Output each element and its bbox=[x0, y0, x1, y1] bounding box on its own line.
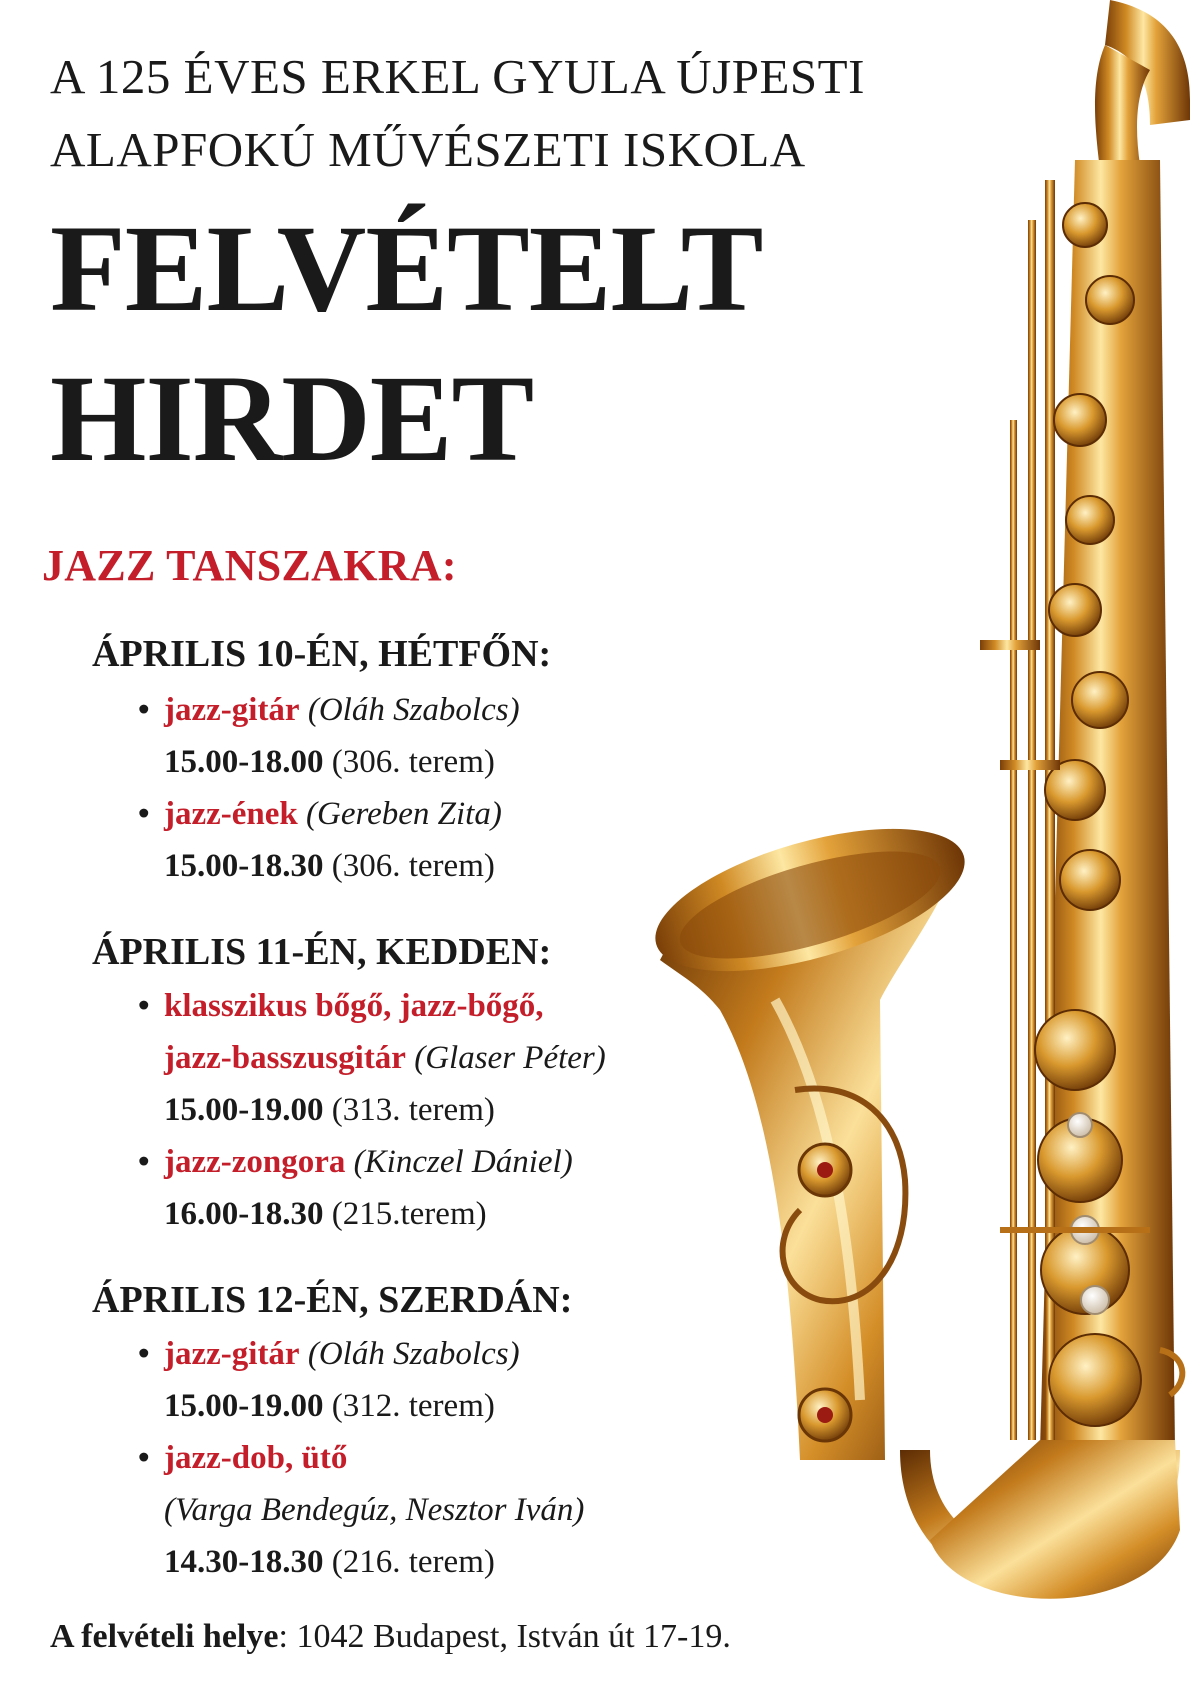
audition-item bbox=[138, 692, 520, 729]
instrument: jazz-basszusgitár bbox=[164, 1040, 406, 1076]
room: (306. terem) bbox=[331, 744, 495, 780]
time: 15.00-18.30 bbox=[164, 848, 324, 884]
school-name-line-1: A 125 ÉVES ERKEL GYULA ÚJPESTI bbox=[50, 49, 865, 104]
audition-schedule bbox=[164, 1092, 495, 1129]
location-footer: A felvételi helye: 1042 Budapest, István út 17-19. bbox=[50, 1618, 731, 1655]
day-heading: ÁPRILIS 11-ÉN, KEDDEN: bbox=[92, 931, 552, 973]
instrument: jazz-dob, ütő bbox=[164, 1440, 348, 1476]
time: 15.00-19.00 bbox=[164, 1388, 324, 1424]
school-name-line-2: ALAPFOKÚ MŰVÉSZETI ISKOLA bbox=[50, 122, 806, 177]
day-heading: ÁPRILIS 10-ÉN, HÉTFŐN: bbox=[92, 633, 552, 675]
teacher: (Varga Bendegúz, Nesztor Iván) bbox=[164, 1492, 585, 1528]
audition-schedule bbox=[164, 744, 495, 781]
audition-item-continued bbox=[164, 1492, 584, 1529]
audition-item bbox=[138, 1440, 347, 1477]
room: (306. terem) bbox=[331, 848, 495, 884]
audition-item-continued bbox=[164, 1040, 606, 1077]
bullet-icon: • bbox=[138, 692, 150, 728]
instrument: jazz-ének bbox=[164, 796, 298, 832]
audition-item bbox=[138, 796, 502, 833]
room: (216. terem) bbox=[331, 1544, 495, 1580]
teacher: (Gereben Zita) bbox=[306, 796, 502, 832]
bullet-icon: • bbox=[138, 1440, 150, 1476]
instrument: jazz-gitár bbox=[164, 692, 300, 728]
location-label: A felvételi helye bbox=[50, 1618, 279, 1655]
audition-schedule bbox=[164, 1196, 487, 1233]
bullet-icon: • bbox=[138, 1144, 150, 1180]
teacher: (Oláh Szabolcs) bbox=[307, 1336, 520, 1372]
audition-item bbox=[138, 1336, 520, 1373]
poster-title-line-2: HIRDET bbox=[50, 350, 534, 487]
poster-title-line-1: FELVÉTELT bbox=[50, 200, 763, 337]
time: 15.00-19.00 bbox=[164, 1092, 324, 1128]
teacher: (Kinczel Dániel) bbox=[353, 1144, 573, 1180]
room: (313. terem) bbox=[331, 1092, 495, 1128]
audition-schedule bbox=[164, 1544, 495, 1581]
instrument: jazz-zongora bbox=[164, 1144, 346, 1180]
department-heading: JAZZ TANSZAKRA: bbox=[42, 541, 457, 590]
room: (215.terem) bbox=[331, 1196, 487, 1232]
audition-schedule bbox=[164, 1388, 495, 1425]
audition-schedule bbox=[164, 848, 495, 885]
instrument: jazz-gitár bbox=[164, 1336, 300, 1372]
teacher: (Glaser Péter) bbox=[414, 1040, 606, 1076]
teacher: (Oláh Szabolcs) bbox=[307, 692, 520, 728]
bullet-icon: • bbox=[138, 1336, 150, 1372]
audition-item bbox=[138, 988, 544, 1025]
location-address: 1042 Budapest, István út 17-19. bbox=[296, 1618, 731, 1655]
audition-item bbox=[138, 1144, 573, 1181]
instrument: klasszikus bőgő, jazz-bőgő, bbox=[164, 988, 544, 1024]
time: 16.00-18.30 bbox=[164, 1196, 324, 1232]
bullet-icon: • bbox=[138, 796, 150, 832]
time: 14.30-18.30 bbox=[164, 1544, 324, 1580]
day-heading: ÁPRILIS 12-ÉN, SZERDÁN: bbox=[92, 1279, 573, 1321]
room: (312. terem) bbox=[331, 1388, 495, 1424]
bullet-icon: • bbox=[138, 988, 150, 1024]
time: 15.00-18.00 bbox=[164, 744, 324, 780]
